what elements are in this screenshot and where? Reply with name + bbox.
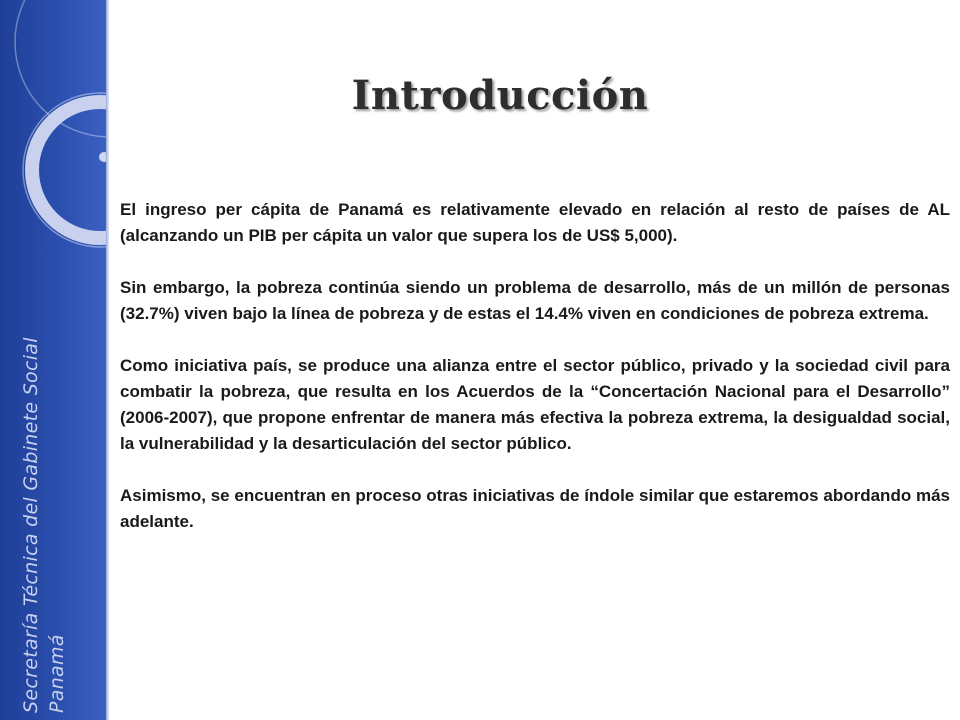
paragraph-3: Como iniciativa país, se produce una alianza entre el sector público, privado y la sociedad civil para combatir la pobreza, que resulta en los Acuerdos de la “Concertación Nacional para el Desarrollo” (2006-2007), que propone enfrentar de manera más efectiva la pobreza extrema, la desigualdad social, la vulnerabilidad y la desarticulación del sector público. — [120, 356, 950, 453]
sidebar-label-line2: Panamá — [46, 634, 68, 713]
paragraph-2: Sin embargo, la pobreza continúa siendo un problema de desarrollo, más de un millón de personas (32.7%) viven bajo la línea de pobreza y de estas el 14.4% viven en condiciones de pobreza extrema. — [120, 278, 950, 323]
sidebar-edge — [106, 0, 109, 720]
ring-decoration-icon — [0, 0, 106, 260]
sidebar-label-line1: Secretaría Técnica del Gabinete Social — [20, 337, 42, 713]
slide-title: Introducción — [351, 72, 649, 119]
paragraph-1: El ingreso per cápita de Panamá es relativamente elevado en relación al resto de países de AL (alcanzando un PIB per cápita un valor que supera los de US$ 5,000). — [120, 200, 950, 245]
slide-body — [120, 197, 950, 561]
sidebar-band — [0, 0, 106, 720]
paragraph-4: Asimismo, se encuentran en proceso otras iniciativas de índole similar que estaremos abordando más adelante. — [120, 486, 950, 531]
sidebar-vertical-label — [18, 337, 92, 713]
